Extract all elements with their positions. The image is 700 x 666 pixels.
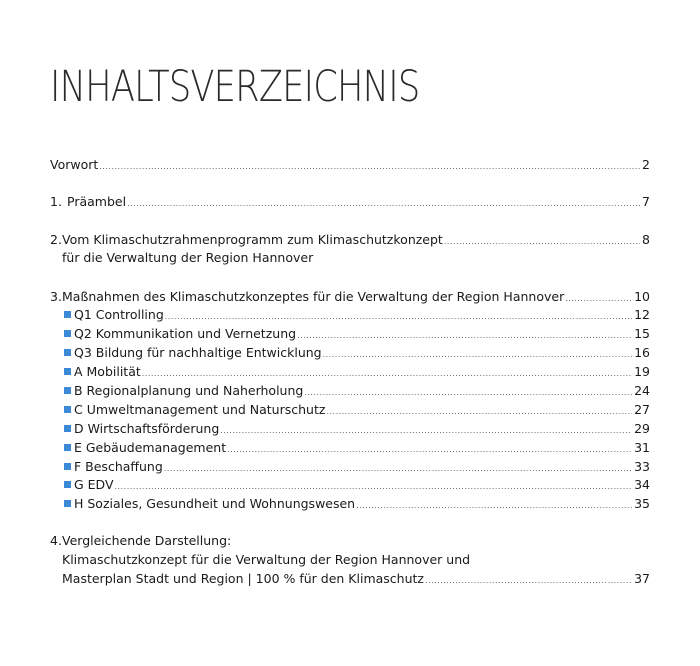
toc-subentry[interactable] — [64, 477, 650, 495]
dot-leader — [323, 347, 632, 363]
toc-page-number: 19 — [634, 364, 650, 379]
dot-leader — [425, 573, 632, 589]
square-bullet-icon — [64, 368, 71, 375]
square-bullet-icon — [64, 330, 71, 337]
toc-entry-vorwort[interactable] — [50, 157, 650, 175]
toc-subentry[interactable] — [64, 459, 650, 477]
dot-leader — [220, 423, 632, 439]
toc-entry-label-continued: Klimaschutzkonzept für die Verwaltung der Region Hannover und — [62, 552, 471, 567]
toc-entry-section-4-page[interactable] — [62, 571, 650, 589]
dot-leader — [127, 196, 640, 212]
toc-page-number: 33 — [634, 459, 650, 474]
toc-entry-label: Vorwort — [50, 157, 99, 172]
dot-leader — [297, 328, 632, 344]
toc-subentry[interactable] — [64, 326, 650, 344]
square-bullet-icon — [64, 500, 71, 507]
toc-entry-label-continued: für die Verwaltung der Region Hannover — [62, 250, 314, 265]
toc-entry-label: Vom Klimaschutzrahmenprogramm zum Klimaschutzkonzept — [62, 232, 443, 247]
toc-entry-section-4[interactable] — [50, 533, 231, 549]
square-bullet-icon — [64, 311, 71, 318]
square-bullet-icon — [64, 444, 71, 451]
toc-entry-praeambel[interactable] — [50, 194, 650, 212]
dot-leader — [99, 159, 640, 175]
toc-subentry[interactable] — [64, 421, 650, 439]
dot-leader — [565, 291, 632, 307]
toc-entry-label: E Gebäudemanagement — [74, 440, 227, 455]
dot-leader — [304, 385, 632, 401]
dot-leader — [142, 366, 632, 382]
square-bullet-icon — [64, 481, 71, 488]
toc-subentry[interactable] — [64, 402, 650, 420]
dot-leader — [326, 404, 632, 420]
toc-entry-label-continued: Masterplan Stadt und Region | 100 % für den Klimaschutz — [62, 571, 424, 586]
square-bullet-icon — [64, 406, 71, 413]
dot-leader — [164, 461, 632, 477]
dot-leader — [165, 309, 632, 325]
toc-subentry[interactable] — [64, 345, 650, 363]
toc-entry-label: Vergleichende Darstellung: — [62, 533, 232, 548]
section-number: 2. — [50, 232, 62, 247]
toc-page-number: 29 — [634, 421, 650, 436]
dot-leader — [444, 234, 640, 250]
square-bullet-icon — [64, 425, 71, 432]
toc-page-number: 8 — [642, 232, 650, 247]
toc-subentry[interactable] — [64, 383, 650, 401]
toc-entry-label: H Soziales, Gesundheit und Wohnungswesen — [74, 496, 356, 511]
dot-leader — [227, 442, 632, 458]
toc-page-number: 31 — [634, 440, 650, 455]
dot-leader — [356, 498, 632, 514]
toc-page-number: 35 — [634, 496, 650, 511]
toc-entry-label: Maßnahmen des Klimaschutzkonzeptes für die Verwaltung der Region Hannover — [62, 289, 565, 304]
toc-page-number: 2 — [642, 157, 650, 172]
toc-entry-label: B Regionalplanung und Naherholung — [74, 383, 304, 398]
toc-page-number: 24 — [634, 383, 650, 398]
section-number: 1. — [50, 194, 62, 209]
toc-page-number: 27 — [634, 402, 650, 417]
page-title: INHALTSVERZEICHNIS — [50, 62, 420, 112]
toc-subentry[interactable] — [64, 440, 650, 458]
toc-page-number: 16 — [634, 345, 650, 360]
toc-entry-section-3[interactable] — [50, 289, 650, 307]
toc-page-number: 12 — [634, 307, 650, 322]
square-bullet-icon — [64, 349, 71, 356]
toc-subentry[interactable] — [64, 307, 650, 325]
toc-subentry[interactable] — [64, 364, 650, 382]
toc-page-number: 7 — [642, 194, 650, 209]
toc-entry-label: C Umweltmanagement und Naturschutz — [74, 402, 326, 417]
square-bullet-icon — [64, 463, 71, 470]
toc-entry-label: F Beschaffung — [74, 459, 163, 474]
toc-entry-label: Q2 Kommunikation und Vernetzung — [74, 326, 297, 341]
toc-page-number: 10 — [634, 289, 650, 304]
square-bullet-icon — [64, 387, 71, 394]
toc-entry-label: G EDV — [74, 477, 114, 492]
toc-entry-label: Q1 Controlling — [74, 307, 164, 322]
toc-entry-label: Präambel — [67, 194, 127, 209]
toc-entry-label: Q3 Bildung für nachhaltige Entwicklung — [74, 345, 322, 360]
section-number: 3. — [50, 289, 62, 304]
toc-page-number: 37 — [634, 571, 650, 586]
toc-subentry[interactable] — [64, 496, 650, 514]
toc-entry-label: D Wirtschaftsförderung — [74, 421, 220, 436]
toc-page-number: 15 — [634, 326, 650, 341]
dot-leader — [115, 479, 633, 495]
toc-page-number: 34 — [634, 477, 650, 492]
toc-entry-label: A Mobilität — [74, 364, 141, 379]
section-number: 4. — [50, 533, 62, 548]
toc-entry-section-2[interactable] — [50, 232, 650, 250]
